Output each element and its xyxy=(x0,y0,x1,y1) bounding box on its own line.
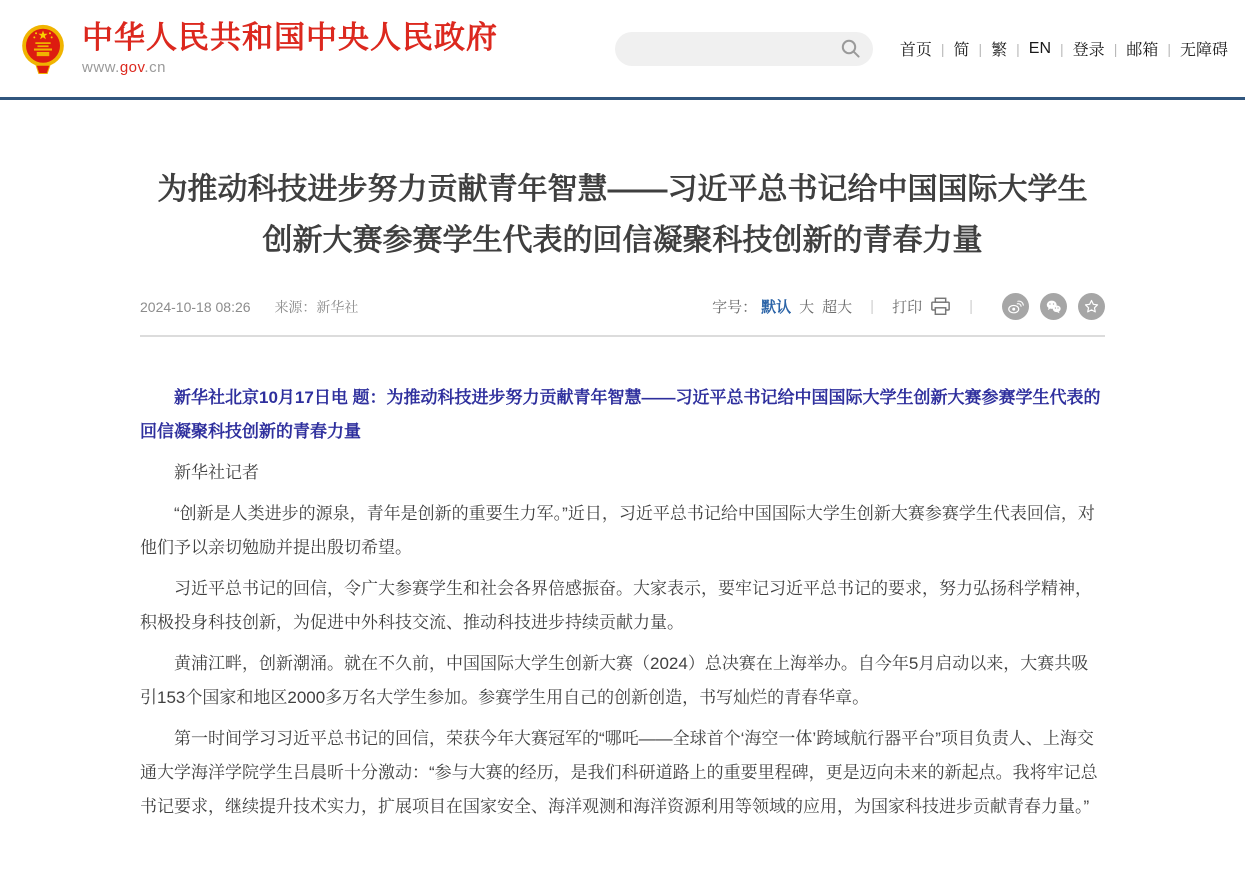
article-title: 为推动科技进步努力贡献青年智慧——习近平总书记给中国国际大学生创新大赛参赛学生代表的回信凝聚科技创新的青春力量 xyxy=(157,173,1088,257)
font-size-default-button[interactable]: 默认 xyxy=(761,299,792,316)
share-wechat-button[interactable] xyxy=(1040,293,1067,320)
wechat-icon xyxy=(1045,298,1062,315)
site-url: www.gov.cn xyxy=(82,58,166,76)
nav-separator: | xyxy=(1167,40,1171,57)
font-size-large-button[interactable]: 大 xyxy=(799,299,815,316)
article-paragraph: 新华社记者 xyxy=(174,463,259,482)
print-icon xyxy=(930,297,951,316)
article-meta xyxy=(140,297,358,317)
article-source: 来源：新华社 xyxy=(274,298,359,315)
article-meta-row xyxy=(140,293,1105,320)
nav-separator: | xyxy=(1060,40,1064,57)
article-page xyxy=(140,164,1105,824)
nav-mailbox[interactable]: 邮箱 xyxy=(1126,42,1159,59)
site-title: 中华人民共和国中央人民政府 xyxy=(82,20,498,56)
nav-traditional[interactable]: 繁 xyxy=(991,42,1008,59)
article-paragraph: 习近平总书记的回信，令广大参赛学生和社会各界倍感振奋。大家表示，要牢记习近平总书记的要求，努力弘扬科学精神，积极投身科技创新，为促进中外科技交流、推动科技进步持续贡献力量。 xyxy=(140,579,1092,632)
search-input[interactable] xyxy=(631,32,840,66)
search-button[interactable] xyxy=(840,38,861,59)
nav-separator: | xyxy=(978,40,983,57)
article-paragraph: 黄浦江畔，创新潮涌。就在不久前，中国国际大学生创新大赛（2024）总决赛在上海举办。自今年5月启动以来，大赛共吸引153个国家和地区2000多万名大学生参加。参赛学生用自己的创新创造，书写灿烂的青春华章。 xyxy=(140,654,1089,707)
share-weibo-button[interactable] xyxy=(1002,293,1029,320)
nav-home[interactable]: 首页 xyxy=(899,42,932,59)
article-paragraph-lead: 新华社北京10月17日电 题：为推动科技进步努力贡献青年智慧——习近平总书记给中国国际大学生创新大赛参赛学生代表的回信凝聚科技创新的青春力量 xyxy=(140,388,1101,441)
nav-separator: | xyxy=(1113,40,1118,57)
nav-separator: | xyxy=(940,40,945,57)
print-label: 打印 xyxy=(892,299,923,316)
article-paragraph: “创新是人类进步的源泉，青年是创新的重要生力军。”近日，习近平总书记给中国国际大学生创新大赛参赛学生代表回信，对他们予以亲切勉励并提出殷切希望。 xyxy=(140,504,1095,557)
toolbar-separator: | xyxy=(870,298,875,315)
nav-simplified[interactable]: 简 xyxy=(953,42,970,59)
site-header xyxy=(0,0,1245,100)
publish-date: 2024-10-18 08:26 xyxy=(140,298,251,315)
share-favorite-button[interactable] xyxy=(1078,293,1105,320)
article-paragraph: 第一时间学习习近平总书记的回信，荣获今年大赛冠军的“哪吒——全球首个‘海空一体’跨域航行器平台”项目负责人、上海交通大学海洋学院学生吕晨昕十分激动：“参与大赛的经历，是我们科研道路上的重要里程碑，更是迈向未来的新起点。我将牢记总书记要求，继续提升技术实力，扩展项目在国家安全、海洋观测和海洋资源利用等领域的应用，为国家科技进步贡献青春力量。” xyxy=(140,729,1098,816)
font-size-xlarge-button[interactable]: 超大 xyxy=(822,299,853,316)
search-box xyxy=(615,32,873,66)
meta-divider xyxy=(140,335,1105,337)
top-nav xyxy=(891,37,1237,60)
font-size-label: 字号： xyxy=(712,299,758,316)
article-toolbar xyxy=(712,293,1105,320)
site-logo[interactable] xyxy=(18,20,498,77)
favorite-icon xyxy=(1083,298,1100,315)
nav-login[interactable]: 登录 xyxy=(1072,42,1105,59)
national-emblem-icon xyxy=(18,20,68,77)
print-button[interactable] xyxy=(892,296,951,317)
toolbar-separator: | xyxy=(969,298,973,315)
search-icon xyxy=(840,38,861,59)
nav-english[interactable]: EN xyxy=(1028,39,1052,57)
nav-accessibility[interactable]: 无障碍 xyxy=(1179,42,1228,59)
nav-separator: | xyxy=(1016,40,1020,57)
weibo-icon xyxy=(1007,298,1024,315)
article-body xyxy=(140,381,1105,824)
